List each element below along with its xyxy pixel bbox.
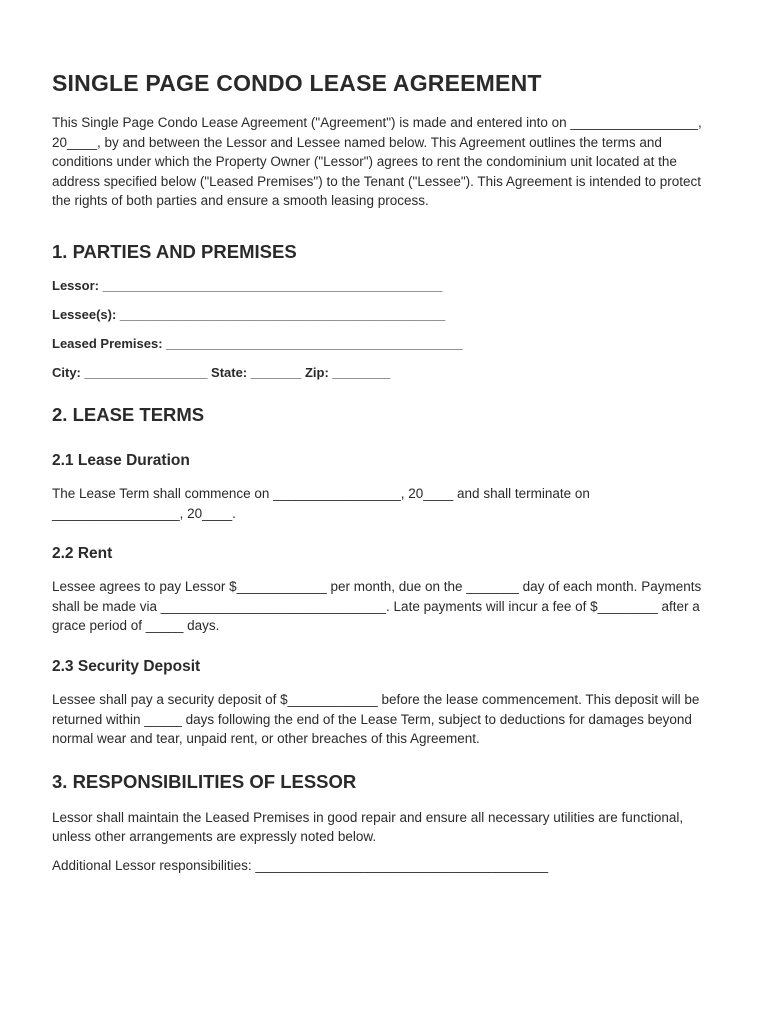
- document-title: SINGLE PAGE CONDO LEASE AGREEMENT: [52, 70, 542, 96]
- rent-heading: 2.2 Rent: [52, 545, 113, 563]
- lessees-field: Lessee(s): _____________________________________________: [52, 306, 446, 322]
- parties-fields: [52, 277, 722, 382]
- lessor-responsibilities-text: Lessor shall maintain the Leased Premises in good repair and ensure all necessary utilities are functional, unless other arrangements are expressly noted below.: [52, 809, 684, 845]
- rent-text: Lessee agrees to pay Lessor $____________ per month, due on the _______ day of each month. Payments shall be made via ______________________________. Late payments will incur a fee of $________ after a grace period of _____ days.: [52, 579, 702, 634]
- security-deposit-heading: 2.3 Security Deposit: [52, 657, 201, 675]
- lease-duration-text: The Lease Term shall commence on _________________, 20____ and shall terminate on _________________, 20____.: [52, 485, 590, 521]
- lessor-field: Lessor: _______________________________________________: [52, 277, 443, 293]
- section-2-heading: 2. LEASE TERMS: [52, 403, 205, 425]
- section-3-heading: 3. RESPONSIBILITIES OF LESSOR: [52, 770, 357, 792]
- lease-duration-heading: 2.1 Lease Duration: [52, 451, 190, 469]
- section-1-heading: 1. PARTIES AND PREMISES: [52, 240, 297, 262]
- security-deposit-text: Lessee shall pay a security deposit of $____________ before the lease commencement. This deposit will be returned within _____ days following the end of the Lease Term, subject to deductions for damages beyond normal wear and tear, unpaid rent, or other breaches of this Agreement.: [52, 691, 700, 747]
- additional-responsibilities-field: Additional Lessor responsibilities: _______________________________________: [52, 857, 549, 873]
- intro-paragraph: This Single Page Condo Lease Agreement ("Agreement") is made and entered into on _________________, 20____, by and between the Lessor and Lessee named below. This Agreement outlines the terms and conditions under which the Property Owner ("Lessor") agrees to rent the condominium unit located at the address specified below ("Leased Premises") to the Tenant ("Lessee"). This Agreement is intended to protect the rights of both parties and ensure a smooth leasing process.: [52, 115, 702, 209]
- city-state-zip-field: City: _________________ State: _______ Zip: ________: [52, 364, 391, 380]
- document-body: [52, 70, 722, 876]
- leased-premises-field: Leased Premises: _________________________________________: [52, 335, 463, 351]
